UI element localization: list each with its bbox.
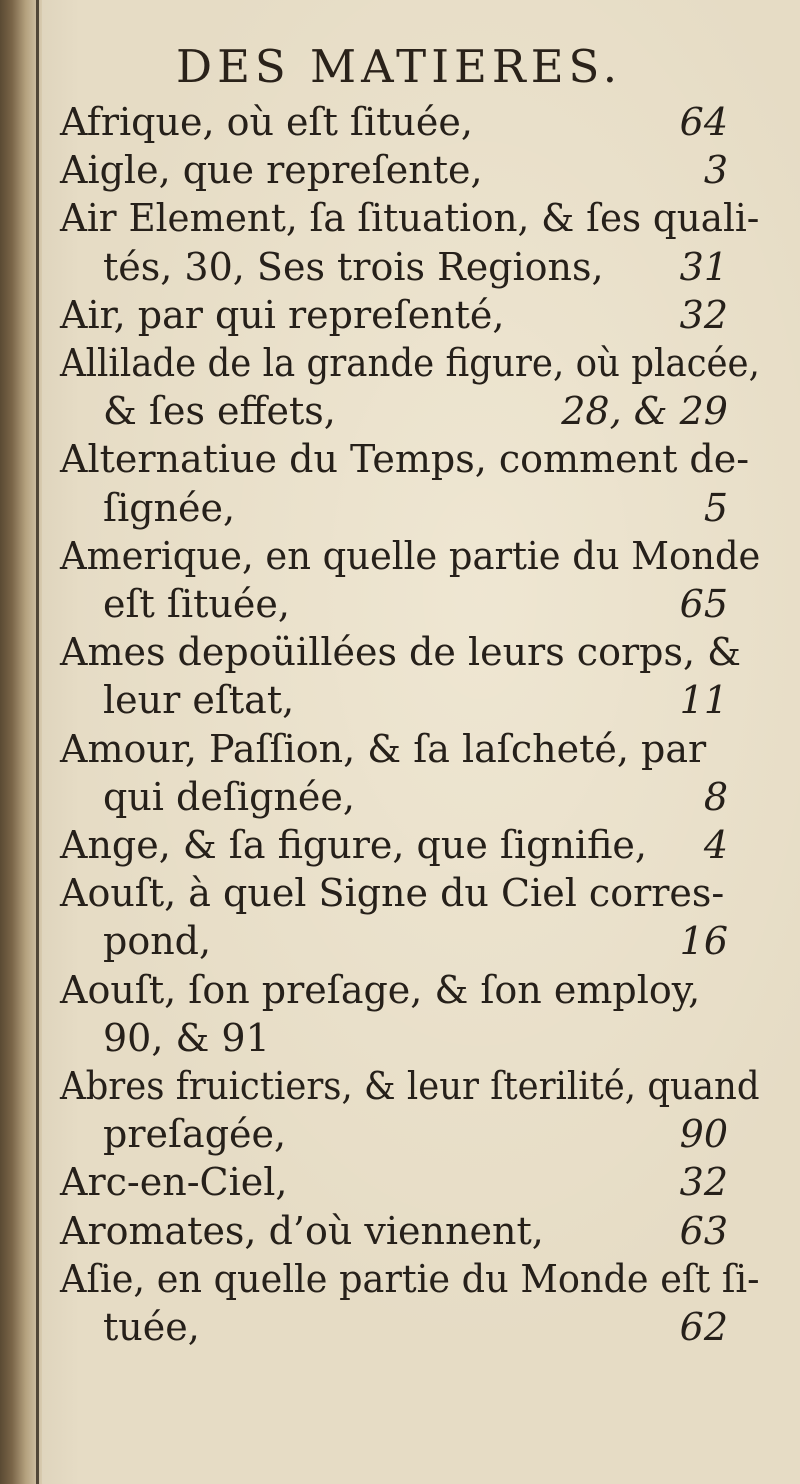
index-line-text: Air Element, ſa ſituation, & ſes quali-	[60, 196, 760, 241]
index-line	[0, 433, 800, 485]
index-line	[0, 1012, 800, 1064]
index-line-text: Allilade de la grande figure, où placée,	[60, 341, 760, 385]
index-line	[0, 1060, 800, 1112]
index-line	[0, 337, 800, 389]
index-line	[0, 482, 800, 534]
index-line-page: 90	[679, 1112, 728, 1157]
index-line	[0, 385, 800, 437]
index-line-text: Air, par qui repreſenté,	[60, 292, 505, 337]
index-line-text: & ſes effets,	[103, 389, 336, 434]
index-line-text: Arc-en-Ciel,	[60, 1160, 288, 1205]
index-line-page: 3	[703, 148, 728, 193]
index-line	[0, 964, 800, 1016]
index-line-page: 8	[703, 774, 728, 819]
index-line-page: 63	[679, 1208, 728, 1253]
index-line-text: Aromates, d’où viennent,	[60, 1208, 544, 1253]
index-line	[0, 626, 800, 678]
index-line-text: tés, 30, Ses trois Regions,	[103, 244, 604, 289]
index-line-page: 4	[703, 823, 728, 867]
index-line-text: 90, & 91	[103, 1015, 270, 1060]
index-line	[0, 867, 800, 919]
index-line-text: Aouſt, à quel Signe du Ciel corres-	[60, 871, 725, 916]
index-line-text: ſignée,	[103, 485, 236, 530]
index-line	[0, 674, 800, 726]
index-line-page: 11	[679, 678, 728, 723]
index-line-page: 62	[679, 1305, 728, 1349]
index-line-text: Afrique, où eſt ſituée,	[60, 100, 473, 144]
index-line-page: 64	[679, 100, 728, 144]
index-line-page: 32	[679, 1160, 728, 1205]
index-line-text: tuée,	[103, 1305, 200, 1349]
index-line-text: Abres fruictiers, & leur ſterilité, quand	[60, 1064, 760, 1108]
index-line-text: Aſie, en quelle partie du Monde eſt ſi-	[60, 1256, 760, 1301]
index-line	[0, 96, 800, 148]
index-line	[0, 915, 800, 967]
index-line	[0, 578, 800, 630]
index-line-text: eſt ſituée,	[103, 582, 290, 626]
index-line-text: Ange, & ſa figure, que ſignifie,	[60, 823, 647, 867]
index-line-text: Alternatiue du Temps, comment de-	[60, 437, 750, 482]
index-line	[0, 1156, 800, 1208]
index-line-text: Ames depoüillées de leurs corps, &	[60, 630, 741, 675]
index-line	[0, 1301, 800, 1353]
index-line-text: leur eſtat,	[103, 678, 295, 723]
index-line-text: preſagée,	[103, 1112, 287, 1157]
index-line-page: 31	[679, 244, 728, 289]
index-line-page: 5	[703, 485, 728, 530]
index-line	[0, 530, 800, 582]
index-line	[0, 819, 800, 871]
index-line	[0, 1253, 800, 1305]
index-line-text: pond,	[103, 919, 212, 964]
index-line	[0, 1205, 800, 1257]
index-line	[0, 192, 800, 244]
index-line	[0, 723, 800, 775]
index-line	[0, 771, 800, 823]
index-line	[0, 289, 800, 341]
index-line-page: 28, & 29	[561, 389, 728, 434]
index-line-page: 65	[679, 582, 728, 626]
page-header: DES MATIERES.	[176, 40, 623, 93]
index-line-page: 32	[679, 292, 728, 337]
index-line	[0, 1108, 800, 1160]
index-line	[0, 144, 800, 196]
index-line-text: Amerique, en quelle partie du Monde	[60, 533, 761, 578]
index-line-text: Aigle, que repreſente,	[60, 148, 483, 193]
index-line-text: Aouſt, ſon preſage, & ſon employ,	[60, 967, 701, 1012]
index-line-text: Amour, Paſſion, & ſa laſcheté, par	[60, 726, 707, 771]
index-line-page: 16	[679, 919, 728, 964]
index-line	[0, 241, 800, 293]
index-line-text: qui deſignée,	[103, 774, 355, 819]
